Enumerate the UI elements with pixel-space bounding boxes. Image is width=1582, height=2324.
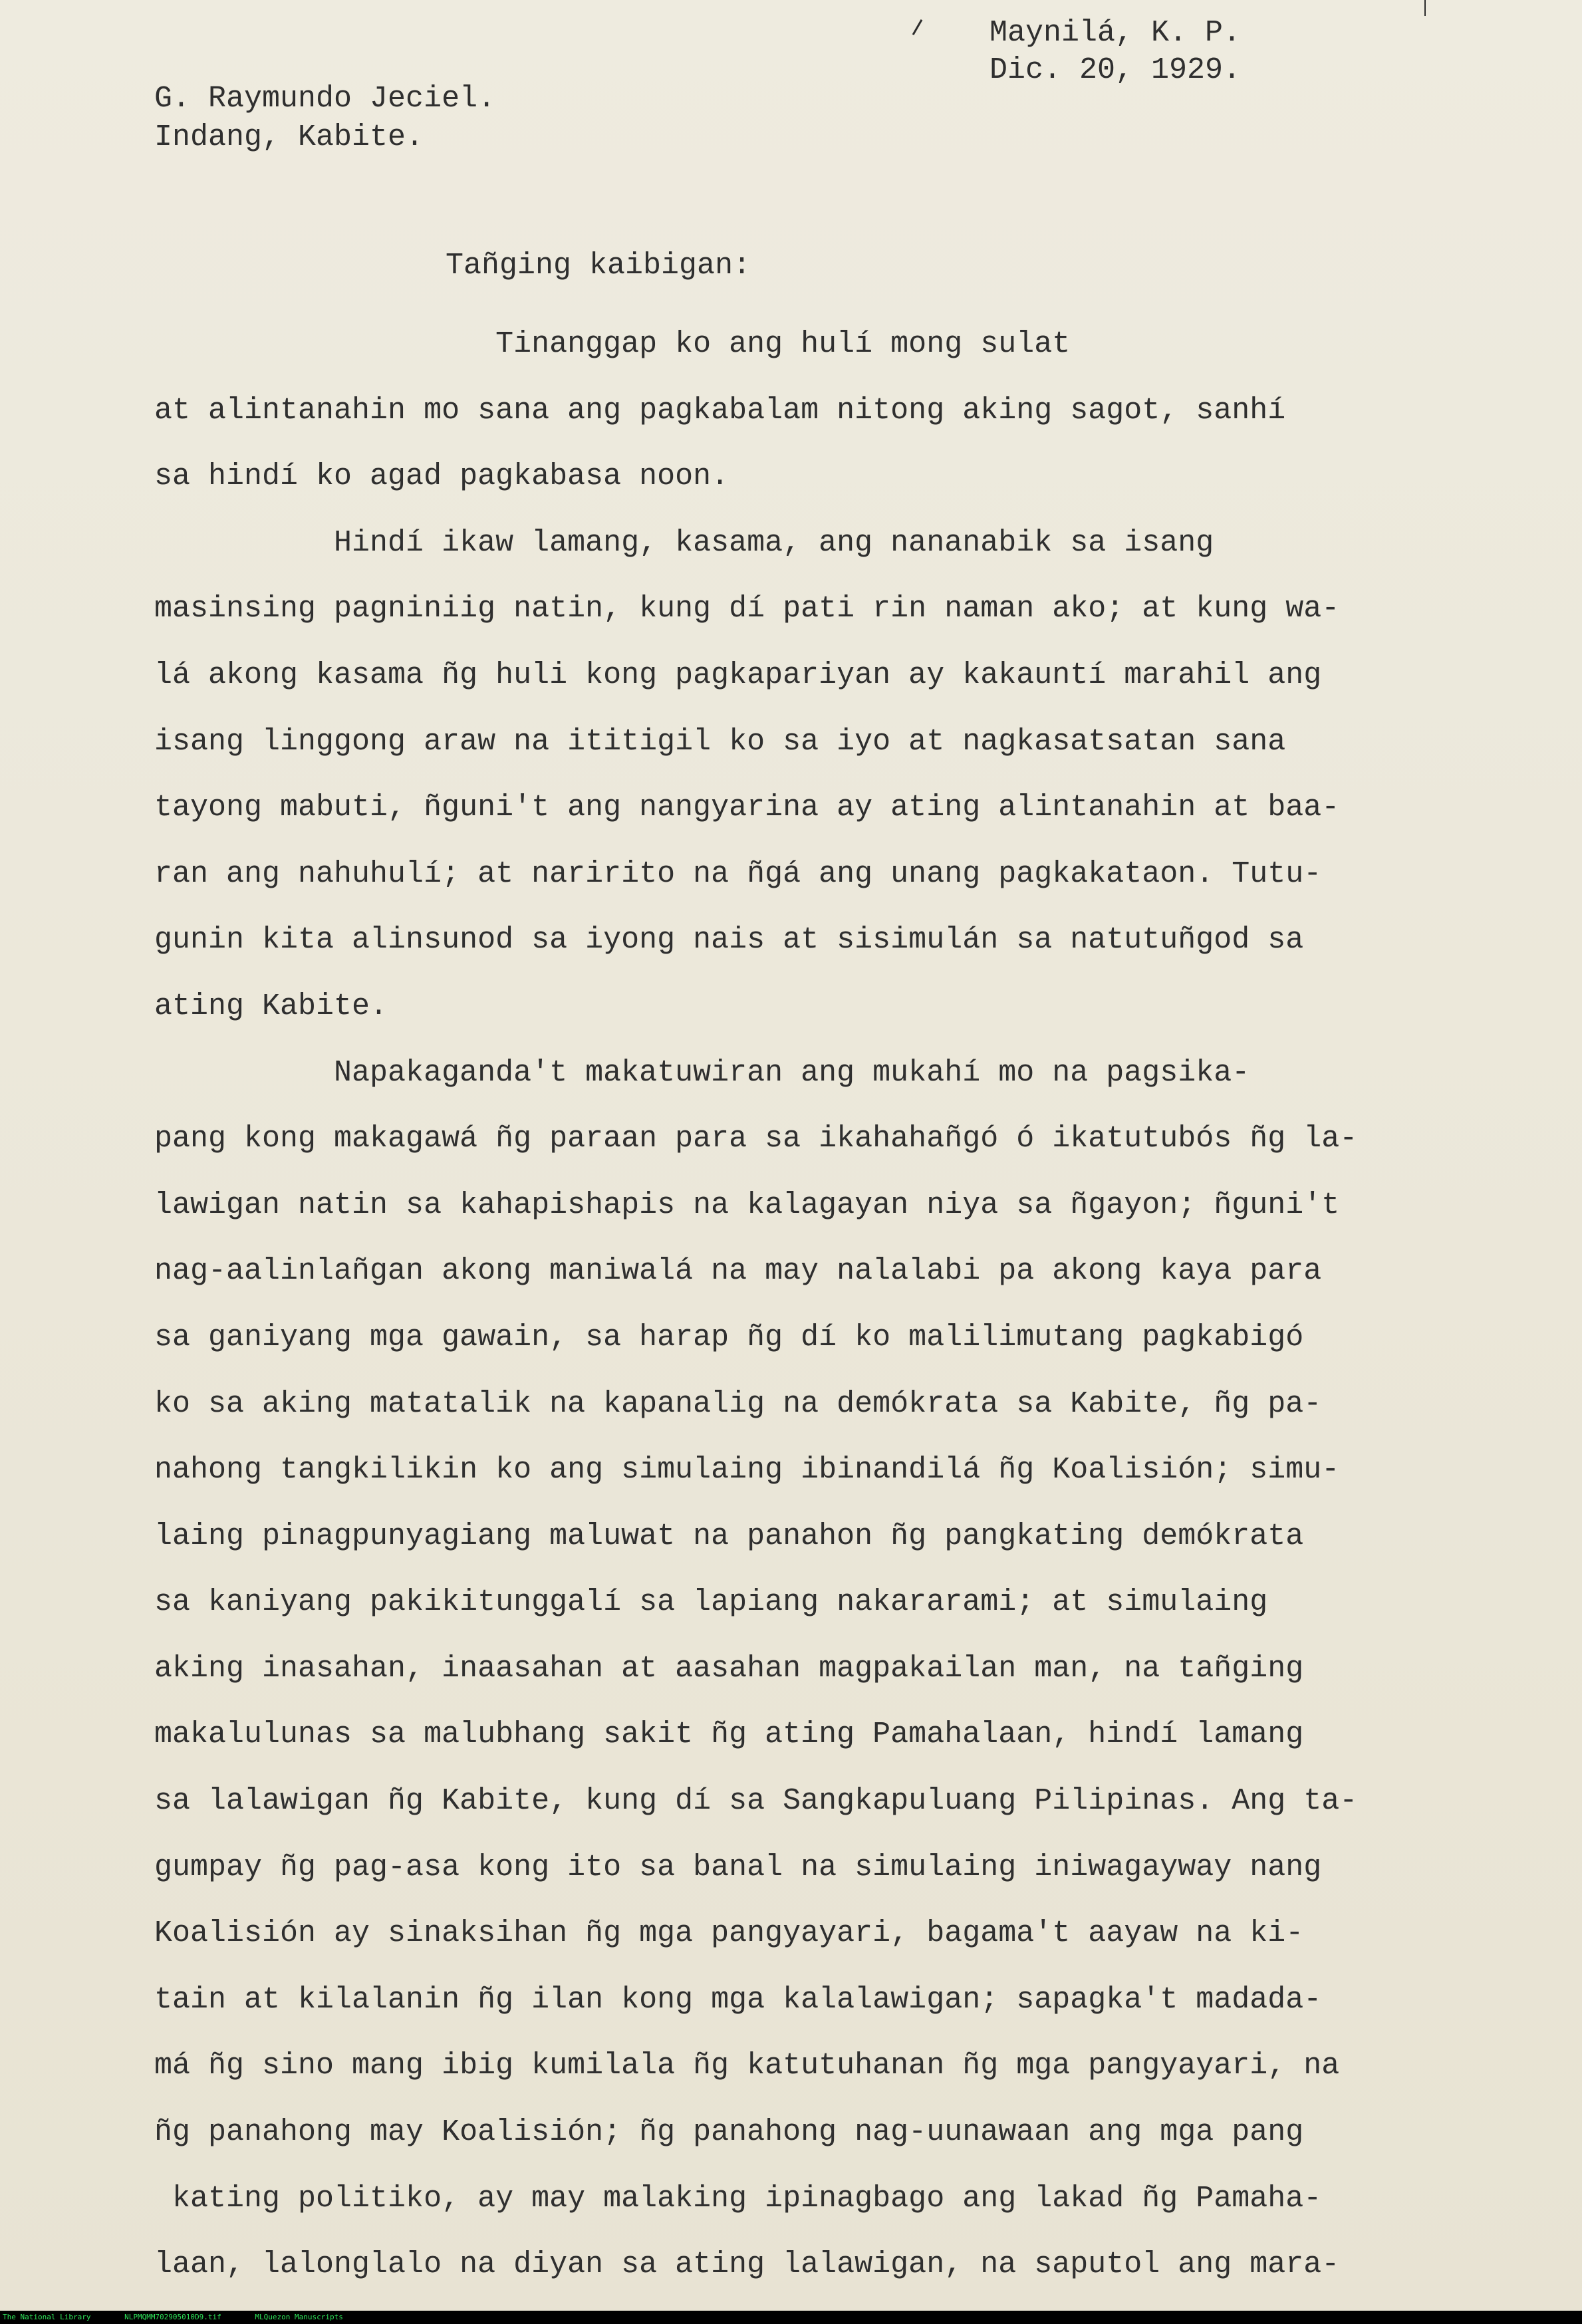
body-line: sa kaniyang pakikitunggalí sa lapiang nakararami; at simulaing [154, 1585, 1268, 1620]
body-line: aking inasahan, inaasahan at aasahan magpakailan man, na tañging [154, 1651, 1304, 1686]
pen-mark [912, 19, 923, 35]
body-line: gumpay ñg pag-asa kong ito sa banal na simulaing iniwagayway nang [154, 1850, 1322, 1884]
body-line: gunin kita alinsunod sa iyong nais at sisimulán sa natutuñgod sa [154, 923, 1304, 958]
addressee-name: G. Raymundo Jeciel. [154, 82, 496, 116]
letter-place: Maynilá, K. P. [989, 16, 1242, 50]
body-line: sa ganiyang mga gawain, sa harap ñg dí ko malilimutang pagkabigó [154, 1320, 1304, 1355]
body-line: laan, lalonglalo na diyan sa ating lalawigan, na saputol ang mara- [154, 2248, 1340, 2282]
footer-collection: MLQuezon Manuscripts [255, 2313, 343, 2321]
body-line: má ñg sino mang ibig kumilala ñg katutuhanan ñg mga pangyayari, na [154, 2049, 1340, 2083]
body-line: lá akong kasama ñg huli kong pagkapariyan ay kakauntí marahil ang [154, 658, 1322, 692]
body-line: nahong tangkilikin ko ang simulaing ibinandilá ñg Koalisión; simu- [154, 1453, 1340, 1487]
body-line: Tinanggap ko ang hulí mong sulat [154, 327, 1071, 361]
body-line: at alintanahin mo sana ang pagkabalam nitong aking sagot, sanhí [154, 393, 1286, 428]
addressee-address: Indang, Kabite. [154, 120, 424, 154]
letter-body [154, 311, 1564, 2298]
addressee-block [154, 80, 495, 157]
body-line: pang kong makagawá ñg paraan para sa ikahahañgó ó ikatutubós ñg la- [154, 1122, 1358, 1156]
body-line: kating politiko, ay may malaking ipinagbago ang lakad ñg Pamaha- [154, 2181, 1322, 2216]
footer-file: NLPMQMM702905010D9.tif [124, 2313, 221, 2321]
body-line: tayong mabuti, ñguni't ang nangyarina ay ating alintanahin at baa- [154, 791, 1340, 825]
body-line: laing pinagpunyagiang maluwat na panahon ñg pangkating demókrata [154, 1519, 1304, 1553]
place-date-block [989, 15, 1241, 89]
footer-library: The National Library [3, 2313, 91, 2321]
body-line: isang linggong araw na ititigil ko sa iyo at nagkasatsatan sana [154, 724, 1286, 759]
body-line: tain at kilalanin ñg ilan kong mga kalalawigan; sapagka't madada- [154, 1982, 1322, 2017]
body-line: Koalisión ay sinaksihan ñg mga pangyayari, bagama't aayaw na ki- [154, 1916, 1304, 1951]
edge-mark [1424, 0, 1426, 16]
body-line: Hindí ikaw lamang, kasama, ang nananabik sa isang [154, 525, 1214, 560]
body-line: ko sa aking matatalik na kapanalig na demókrata sa Kabite, ñg pa- [154, 1386, 1322, 1421]
body-line: sa hindí ko agad pagkabasa noon. [154, 459, 729, 494]
salutation: Tañging kaibigan: [446, 249, 751, 283]
body-line: ating Kabite. [154, 989, 388, 1023]
body-line: sa lalawigan ñg Kabite, kung dí sa Sangkapuluang Pilipinas. Ang ta- [154, 1784, 1358, 1819]
body-line: lawigan natin sa kahapishapis na kalagayan niya sa ñgayon; ñguni't [154, 1188, 1340, 1222]
letter-date: Dic. 20, 1929. [989, 53, 1242, 87]
scan-footer [0, 2311, 1582, 2324]
body-line: ran ang nahuhulí; at naririto na ñgá ang unang pagkakataon. Tutu- [154, 856, 1322, 891]
body-line: masinsing pagniniig natin, kung dí pati rin naman ako; at kung wa- [154, 592, 1340, 626]
body-line: nag-aalinlañgan akong maniwalá na may nalalabi pa akong kaya para [154, 1254, 1322, 1289]
body-line: ñg panahong may Koalisión; ñg panahong nag-uunawaan ang mga pang [154, 2115, 1304, 2150]
body-line: makalulunas sa malubhang sakit ñg ating Pamahalaan, hindí lamang [154, 1718, 1304, 1752]
body-line: Napakaganda't makatuwiran ang mukahí mo na pagsika- [154, 1055, 1250, 1090]
